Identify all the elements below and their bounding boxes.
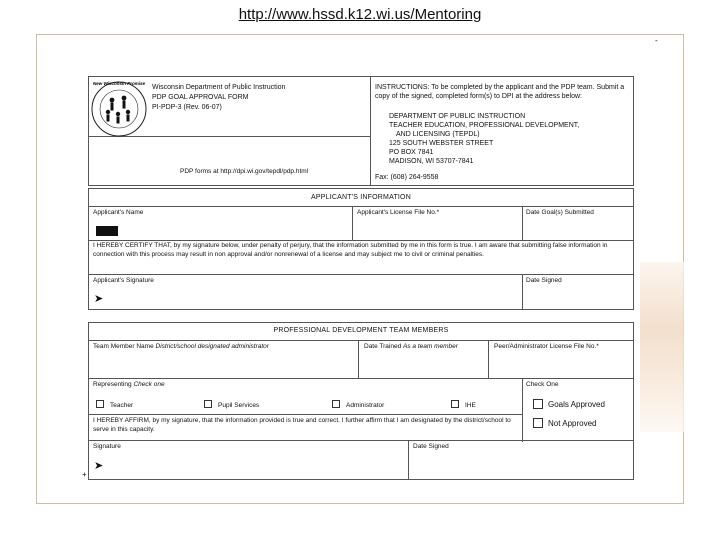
form-title: PDP GOAL APPROVAL FORM — [152, 94, 249, 102]
pupil-services-checkbox[interactable] — [204, 400, 212, 408]
goals-approved-label: Goals Approved — [548, 400, 605, 409]
address-line: DEPARTMENT OF PUBLIC INSTRUCTION — [389, 113, 526, 120]
applicant-signature-label: Applicant's Signature — [93, 277, 154, 284]
new-wisconsin-promise-logo — [88, 76, 150, 142]
date-goal-submitted-label: Date Goal(s) Submitted — [526, 209, 594, 216]
ihe-option-label: IHE — [465, 402, 476, 409]
signature-arrow-icon: ➤ — [94, 293, 104, 305]
applicant-name-label: Applicant's Name — [93, 209, 144, 216]
team-signature-label: Signature — [93, 443, 121, 450]
team-section-title: PROFESSIONAL DEVELOPMENT TEAM MEMBERS — [273, 327, 449, 334]
forms-url[interactable]: PDP forms at http://dpi.wi.gov/tepdl/pdp.html — [180, 168, 309, 175]
page-mark: + — [82, 470, 87, 479]
source-url[interactable]: http://www.hssd.k12.wi.us/Mentoring — [238, 6, 482, 23]
fax-number: Fax: (608) 264-9558 — [375, 174, 439, 181]
address-line: 125 SOUTH WEBSTER STREET — [389, 140, 494, 148]
check-one-label: Check One — [526, 381, 559, 388]
teacher-option-label: Teacher — [110, 402, 134, 409]
logo-arc-text: New Wisconsin Promise — [93, 81, 145, 86]
decorative-edge — [640, 262, 684, 432]
representing-text: Representing — [93, 381, 132, 388]
instructions-text: INSTRUCTIONS: To be completed by the applicant and the PDP team. Submit a copy of the signed, completed form(s) to DPI at the address below: — [375, 84, 625, 101]
administrator-checkbox[interactable] — [332, 400, 340, 408]
pdp-goal-approval-form — [88, 76, 634, 480]
applicant-date-signed-label: Date Signed — [526, 277, 562, 284]
redacted-name-block — [96, 226, 118, 236]
form-code: PI-PDP-3 (Rev. 06-07) — [152, 104, 222, 112]
teacher-checkbox[interactable] — [96, 400, 104, 408]
address-line: PO BOX 7841 — [389, 149, 434, 157]
address-line: MADISON, WI 53707-7841 — [389, 158, 474, 166]
agency-name: Wisconsin Department of Public Instruction — [152, 84, 286, 91]
ihe-checkbox[interactable] — [451, 400, 459, 408]
goals-approved-checkbox[interactable] — [533, 399, 543, 409]
date-trained-label — [364, 343, 458, 351]
team-member-name-label — [93, 343, 269, 351]
certify-statement: I HEREBY CERTIFY THAT, by my signature below, under penalty of perjury, that the information submitted by me in this form is true. I am aware that submitting false information in connection with this process may result in non approval and/or nonrenewal of a license and may subject me to civil or criminal penalties. — [93, 242, 608, 258]
team-member-name-note: District/school designated administrator — [155, 343, 269, 350]
team-signature-arrow-icon: ➤ — [94, 460, 104, 472]
administrator-option-label: Administrator — [346, 402, 385, 409]
team-date-signed-label: Date Signed — [413, 443, 449, 450]
license-file-label: Applicant's License File No.* — [357, 209, 440, 216]
address-line: TEACHER EDUCATION, PROFESSIONAL DEVELOPMENT, — [389, 122, 580, 130]
date-trained-text: Date Trained — [364, 343, 402, 350]
not-approved-label: Not Approved — [548, 419, 597, 428]
representing-note: Check one — [133, 381, 165, 388]
affirm-statement: I HEREBY AFFIRM, by my signature, that the information provided is true and correct. I further affirm that I am designated by the district/school to serve in this capacity. — [93, 417, 511, 433]
page-mark: - — [655, 36, 658, 45]
representing-label — [93, 381, 165, 389]
dpi-address — [389, 112, 579, 167]
date-trained-note: As a team member — [403, 343, 458, 350]
not-approved-checkbox[interactable] — [533, 418, 543, 428]
applicant-section-title: APPLICANT'S INFORMATION — [311, 194, 411, 201]
address-line: AND LICENSING (TEPDL) — [396, 131, 480, 139]
pupil-services-option-label: Pupil Services — [218, 402, 260, 409]
team-member-name-text: Team Member Name — [93, 343, 154, 350]
peer-license-label: Peer/Administrator License File No.* — [494, 343, 599, 350]
header-left — [152, 83, 285, 113]
